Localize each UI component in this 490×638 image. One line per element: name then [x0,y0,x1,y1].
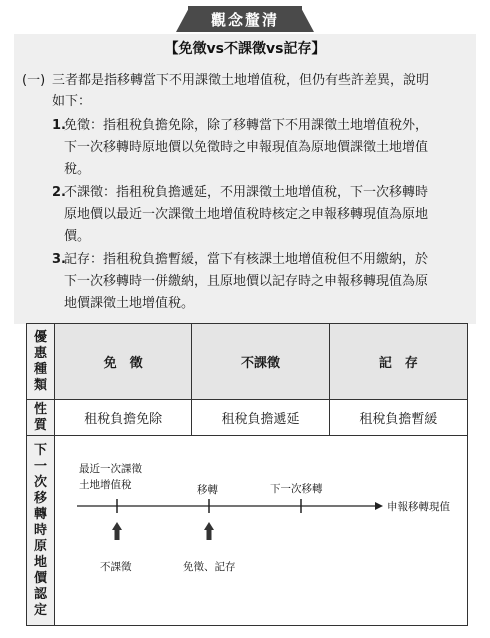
row-header-type: 優 惠 種 類 [27,324,55,400]
row-header-nature: 性 質 [27,400,55,436]
timeline-label-not-levied: 不課徵 [100,560,132,573]
up-arrow-icon-stem [207,530,212,540]
comparison-table [26,323,468,626]
item-line: 免徵：指租稅負擔免除，除了移轉當下不用課徵土地增值稅外， [64,118,429,133]
table-row [27,324,468,400]
intro-index: (一) [22,73,46,88]
table-cell: 租稅負擔遞延 [192,400,329,436]
up-arrow-icon-stem [115,530,120,540]
timeline-label-next-transfer: 下一次移轉 [270,482,323,495]
timeline-arrowhead [375,502,383,510]
item-line: 地價課徵土地增值稅。 [64,296,195,311]
timeline-label-exempt-deferred: 免徵、記存 [183,560,236,573]
item-number: 3. [52,252,66,267]
table-row [27,436,468,626]
timeline-label-last-levy-2: 土地增值稅 [79,478,132,491]
timeline-label-end: 申報移轉現值 [387,500,450,513]
item-line: 下一次移轉時原地價以免徵時之申報現值為原地價課徵土地增值 [64,140,429,155]
subtitle: 【免徵vs不課徵vs記存】 [164,41,326,57]
table-row [27,400,468,436]
section-header [0,6,490,34]
timeline-diagram [55,437,467,625]
intro-line1: 三者都是指移轉當下不用課徵土地增值稅，但仍有些許差異，說明 [52,73,430,88]
item-number: 1. [52,118,66,133]
item-line: 原地價以最近一次課徵土地增值稅時核定之申報移轉現值為原地 [64,207,429,222]
intro-line2: 如下： [52,94,92,109]
column-header-not-levied: 不課徵 [192,324,329,400]
item-line: 不課徵：指租稅負擔遞延，不用課徵土地增值稅，下一次移轉時 [64,185,429,200]
item-line: 記存：指租稅負擔暫緩，當下有核課土地增值稅但不用繳納，於 [64,252,429,267]
item-line: 下一次移轉時一併繳納，且原地價以記存時之申報移轉現值為原 [64,274,429,289]
column-header-exempt: 免 徵 [55,324,192,400]
timeline-cell [55,436,468,626]
timeline-label-transfer: 移轉 [197,483,218,496]
column-header-deferred: 記 存 [329,324,467,400]
table-cell: 租稅負擔暫緩 [329,400,467,436]
item-number: 2. [52,185,66,200]
up-arrow-icon [112,522,122,530]
item-line: 稅。 [64,162,91,177]
row-header-next-transfer: 下 一 次 移 轉 時 原 地 價 認 定 [27,436,55,626]
header-title: 觀念釐清 [188,6,302,32]
timeline-svg [55,437,467,625]
timeline-label-last-levy-1: 最近一次課徵 [79,462,142,475]
table-cell: 租稅負擔免除 [55,400,192,436]
intro-paragraph [22,70,470,91]
up-arrow-icon [204,522,214,530]
item-line: 價。 [64,229,91,244]
